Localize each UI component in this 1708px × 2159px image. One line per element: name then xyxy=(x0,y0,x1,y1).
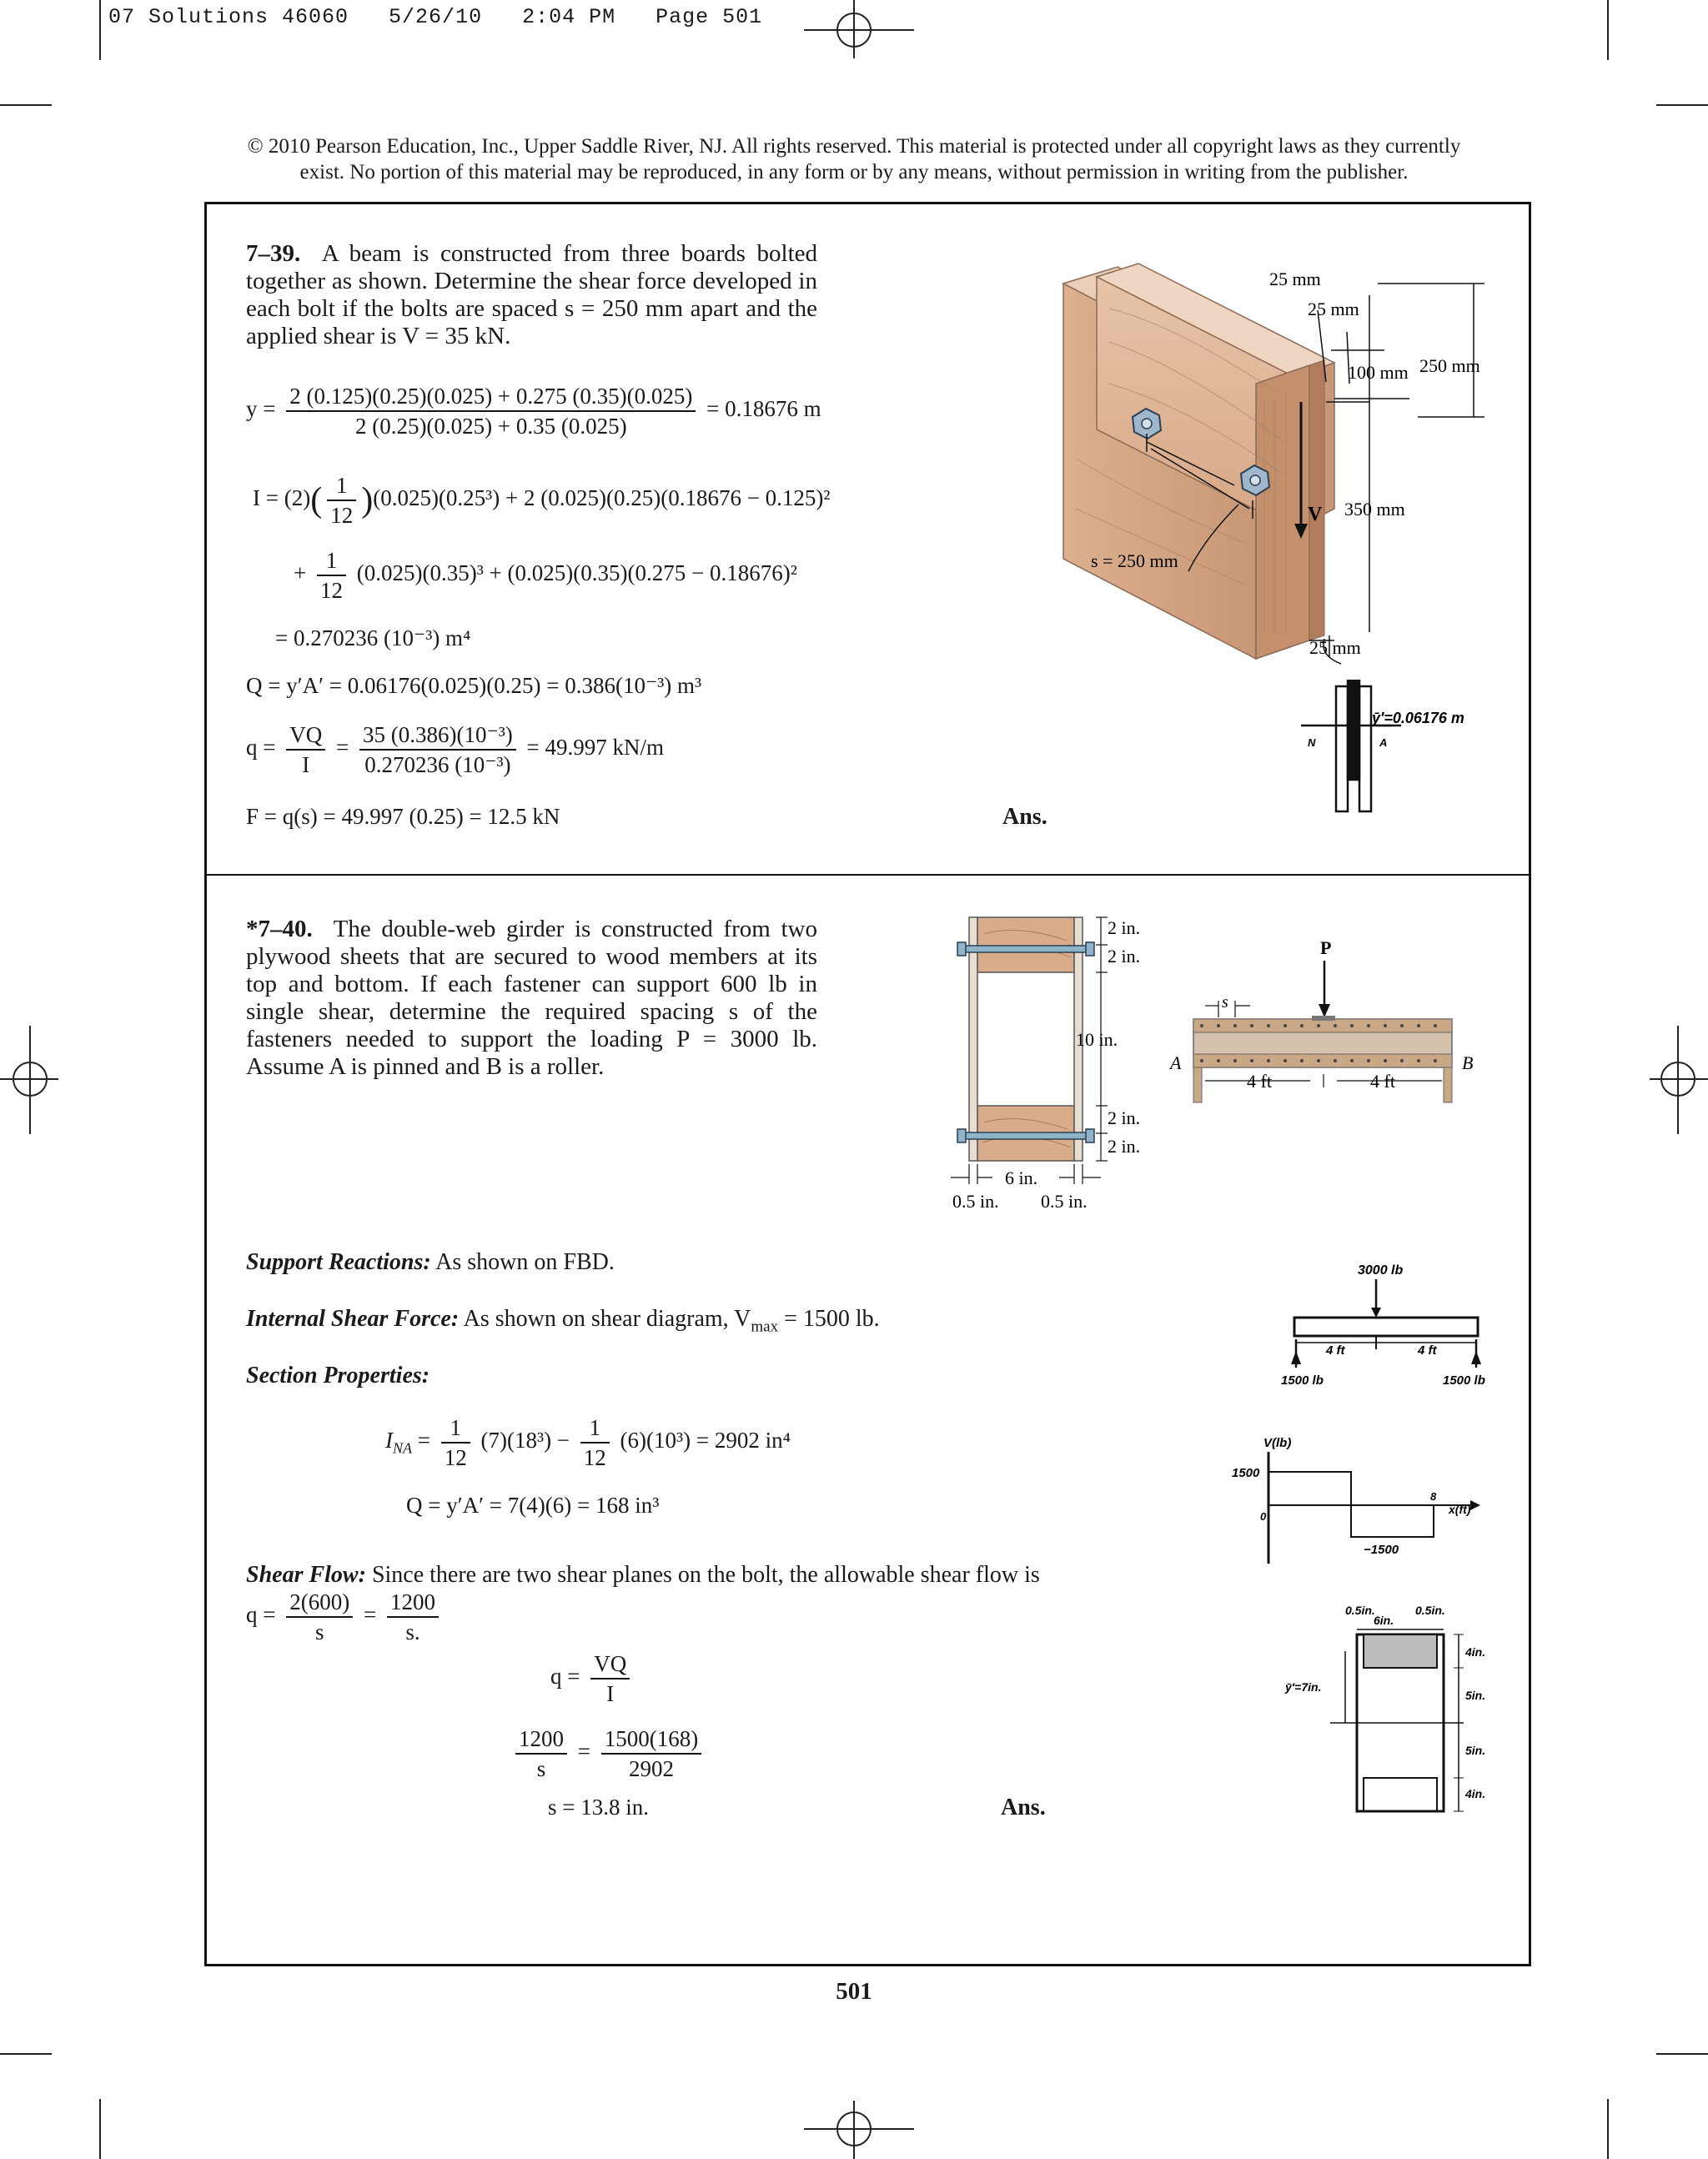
dim-6in: 6 in. xyxy=(1005,1167,1038,1188)
fbd-span-left: 4 ft xyxy=(1326,1343,1345,1358)
shear-flow-formula: q = $\frac{VQ}{I}$ xyxy=(550,1649,635,1708)
inertia-result: = 0.270236 (10⁻³) m⁴ xyxy=(275,625,471,650)
shear-flow-equation: q = $\frac{VQ}{I}$ = $\frac{\text{35 (0.386)(10⁻³)}}{\text{0.270236 (10⁻³)}}$ = 49.997 kN/m xyxy=(246,722,665,777)
first-moment-equation: Q = y′A′ = 0.06176(0.025)(0.25) = 0.386(10⁻³) m³ xyxy=(246,673,702,698)
problem-7-40-statement xyxy=(246,916,817,1081)
axis-a-label: A xyxy=(1379,736,1388,749)
spacing-result: s = 13.8 in. xyxy=(548,1795,649,1820)
dim-top-2in-a: 2 in. xyxy=(1108,917,1141,938)
ybar-result: = 0.18676 m xyxy=(706,396,821,422)
shear-label-v: V xyxy=(1308,504,1323,525)
inertia-equation: I = (2)( $\frac{1}{12}$ )(0.025)(0.25³) + 2 (0.025)(0.25)(0.18676 − 0.125)² xyxy=(253,473,831,528)
fbd-span-right: 4 ft xyxy=(1418,1343,1437,1358)
inertia-equation-line2: + $\frac{1}{12}$ (0.025)(0.35)³ + (0.025)(0.35)(0.275 − 0.18676)² xyxy=(294,548,797,603)
fbd-reaction-right: 1500 lb xyxy=(1443,1373,1485,1388)
sketch-dim-5in-top: 5in. xyxy=(1465,1689,1486,1702)
free-body-diagram-sketch xyxy=(1276,1259,1501,1393)
ybar-sketch-label: ȳ′=0.06176 m xyxy=(1372,710,1464,726)
problem-number: *7–40. xyxy=(246,916,313,942)
bolted-beam-figure xyxy=(1059,259,1493,667)
problem-text: The double-web girder is constructed from two plywood sheets that are secured to wood members at its top and bottom. If each fastener can support 600 lb in single shear, determine the required spacing s of the fasteners needed to support the loading P = 3000 lb. Assume A is pinned and B is a roller. xyxy=(246,916,817,1080)
section-properties-heading: Section Properties: xyxy=(246,1363,430,1388)
dim-25mm-a: 25 mm xyxy=(1269,269,1321,289)
dim-250mm: 250 mm xyxy=(1419,355,1480,376)
girder-section-figure xyxy=(942,909,1159,1218)
fbd-load-label: 3000 lb xyxy=(1358,1263,1404,1278)
ybar-lhs: y = xyxy=(246,396,276,422)
shear-diagram-sketch xyxy=(1230,1430,1489,1572)
neutral-axis-label: N xyxy=(1308,736,1316,749)
dim-bottom-2in-b: 2 in. xyxy=(1108,1136,1141,1157)
top-flange xyxy=(977,917,1074,972)
dim-25mm-b: 25 mm xyxy=(1308,299,1359,319)
copyright-notice xyxy=(133,133,1575,185)
fbd-reaction-left: 1500 lb xyxy=(1281,1373,1324,1388)
shear-x-axis-label: x(ft) xyxy=(1449,1503,1471,1516)
internal-shear-line: Internal Shear Force: As shown on shear diagram, $V_{max} = 1500$ lb. xyxy=(246,1306,880,1336)
sketch-dim-5in-bottom: 5in. xyxy=(1465,1744,1486,1757)
problem-number: 7–39. xyxy=(246,240,301,267)
ybar-equation xyxy=(246,382,821,440)
bolt-spacing-label: s = 250 mm xyxy=(1091,550,1178,571)
ina-equation: $I_{NA}$ = $\frac{1}{12}$ (7)(18³) − $\frac{1}{12}$ (6)(10³) = 2902 in⁴ xyxy=(385,1415,791,1470)
support-b-label: B xyxy=(1462,1052,1474,1073)
girder-beam xyxy=(1193,1016,1452,1067)
section-sketch-7-40 xyxy=(1280,1601,1497,1818)
span-4ft-left: 4 ft xyxy=(1247,1071,1272,1092)
copyright-line-1: © 2010 Pearson Education, Inc., Upper Saddle River, NJ. All rights reserved. This material is protected under all copyright laws as they currently xyxy=(247,135,1461,158)
dim-10in: 10 in. xyxy=(1076,1029,1118,1050)
sketch-dim-4in-top: 4in. xyxy=(1465,1645,1486,1659)
inertia-fraction: $\frac{1}{12}$ xyxy=(327,471,356,530)
sketch-width: 6in. xyxy=(1374,1614,1394,1627)
dim-0.5in-right: 0.5 in. xyxy=(1041,1191,1088,1212)
answer-label: Ans. xyxy=(1001,1795,1046,1820)
copyright-line-2: exist. No portion of this material may be reproduced, in any form or by any means, without permission in writing from the publisher. xyxy=(299,161,1409,183)
shear-min-value: −1500 xyxy=(1364,1543,1399,1557)
sketch-web-right: 0.5in. xyxy=(1415,1604,1445,1617)
span-4ft-right: 4 ft xyxy=(1370,1071,1395,1092)
dim-0.5in-left: 0.5 in. xyxy=(952,1191,999,1212)
spacing-s-label: s xyxy=(1222,993,1228,1012)
ybar-fraction xyxy=(286,382,696,440)
inertia-lhs: I = (2) xyxy=(253,485,311,511)
section-sketch-7-39 xyxy=(1284,680,1484,813)
shear-max-value: 1500 xyxy=(1232,1466,1260,1480)
allowable-shear-flow: q = $\frac{2(600)}{s}$ = $\frac{1200}{s.}$ xyxy=(246,1588,444,1646)
sketch-dim-4in-bottom: 4in. xyxy=(1465,1787,1486,1800)
page-number: 501 xyxy=(836,1978,872,2005)
dim-25mm-c: 25 mm xyxy=(1309,637,1361,658)
answer-label: Ans. xyxy=(1002,804,1047,830)
bolt-force-equation: F = q(s) = 49.997 (0.25) = 12.5 kN xyxy=(246,804,560,829)
inertia-rest: (0.025)(0.25³) + 2 (0.025)(0.25)(0.18676 − 0.125)² xyxy=(373,485,831,511)
ybar-denominator: 2 (0.25)(0.025) + 0.35 (0.025) xyxy=(354,414,627,439)
girder-elevation-figure xyxy=(1163,934,1480,1109)
dim-350mm: 350 mm xyxy=(1344,499,1405,520)
dim-top-2in-b: 2 in. xyxy=(1108,946,1141,967)
shear-flow-line: Shear Flow: Since there are two shear planes on the bolt, the allowable shear flow is xyxy=(246,1562,1040,1588)
sketch-ybar-label: ȳ′=7in. xyxy=(1285,1680,1322,1694)
problem-text: A beam is constructed from three boards bolted together as shown. Determine the shear force developed in each bolt if the bolts are spaced s = 250 mm apart and the applied shear is V = 35 kN. xyxy=(246,240,817,349)
supports xyxy=(1193,1067,1452,1102)
problem-divider xyxy=(204,874,1531,876)
dim-bottom-2in-a: 2 in. xyxy=(1108,1107,1141,1128)
print-slug: 07 Solutions 46060 5/26/10 2:04 PM Page 501 xyxy=(108,5,763,29)
sketch-web-left: 0.5in. xyxy=(1345,1604,1375,1617)
shear-end-label: 8 xyxy=(1430,1490,1437,1503)
q-first-moment: Q = y′A′ = 7(4)(6) = 168 in³ xyxy=(406,1493,660,1518)
shear-axis-label: V(lb) xyxy=(1263,1436,1292,1450)
ybar-numerator: 2 (0.125)(0.25)(0.025) + 0.275 (0.35)(0.025) xyxy=(286,382,696,412)
dim-100mm: 100 mm xyxy=(1348,362,1409,383)
load-p-label: P xyxy=(1320,937,1332,958)
shear-origin-label: 0 xyxy=(1260,1510,1267,1523)
problem-7-39-statement xyxy=(246,240,817,350)
spacing-equation: $\frac{1200}{s}$ = $\frac{1500(168)}{2902}$ xyxy=(510,1725,706,1783)
support-reactions-line: Support Reactions: As shown on FBD. xyxy=(246,1249,615,1275)
support-a-label: A xyxy=(1170,1052,1182,1073)
